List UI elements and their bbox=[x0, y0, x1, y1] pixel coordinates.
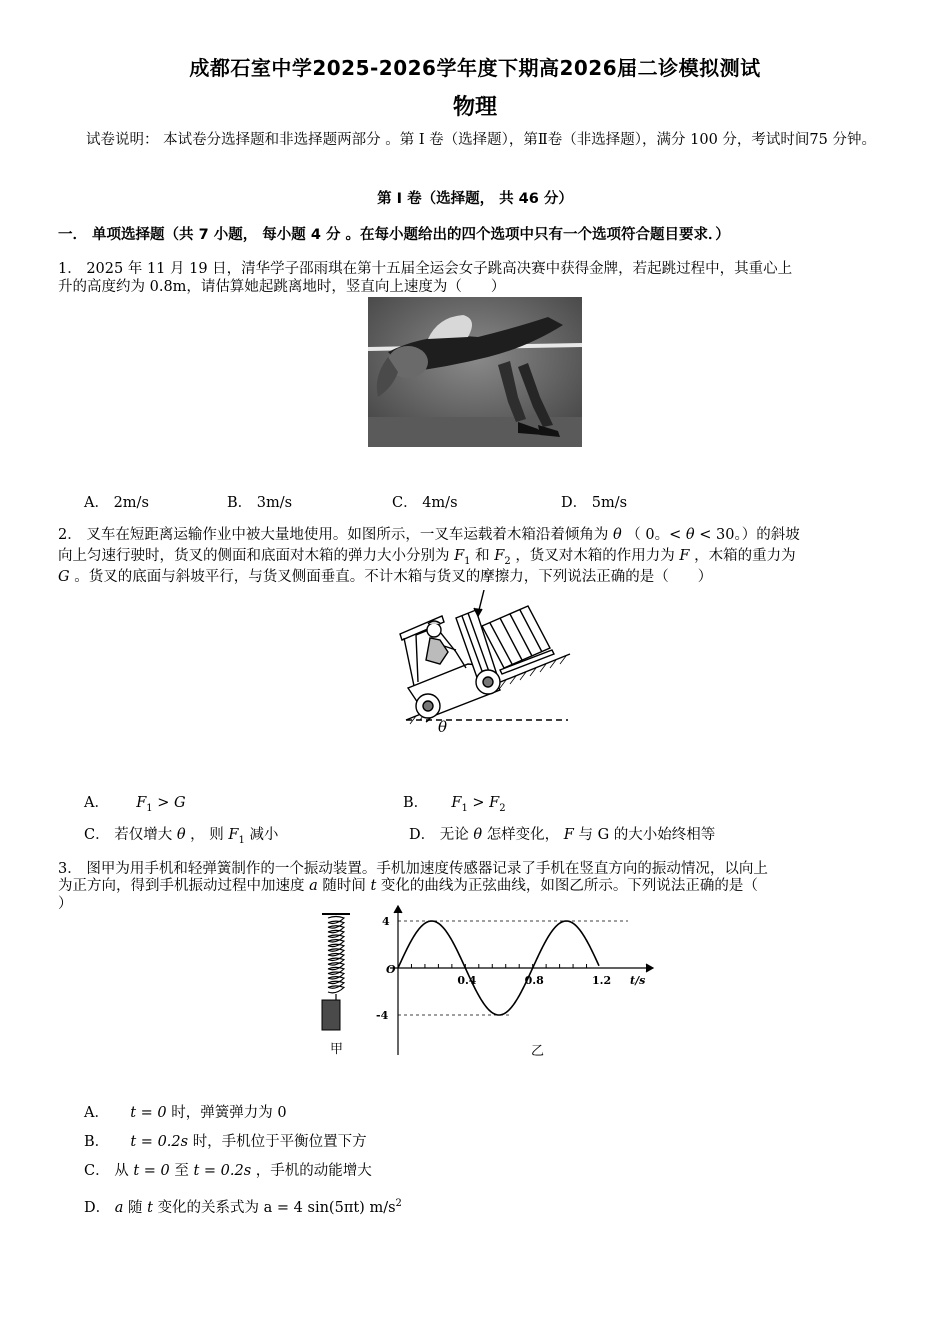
section1-heading: 一． 单项选择题（共 7 小题， 每小题 4 分 。在每小题给出的四个选项中只有一个选项符合题目要求．） bbox=[58, 227, 730, 243]
q1-option-a[interactable]: A． 2m/s bbox=[84, 495, 149, 511]
x-tick-label: 1.2 bbox=[592, 974, 612, 987]
sub-1: 1 bbox=[464, 555, 471, 567]
spring-svg bbox=[310, 910, 360, 1060]
t-symbol: t bbox=[147, 1199, 153, 1216]
theta-symbol: θ bbox=[685, 527, 695, 543]
spring-coil bbox=[328, 917, 344, 993]
q3-option-d[interactable] bbox=[84, 1193, 402, 1219]
q2-line2-b: 和 bbox=[475, 548, 490, 564]
q3-option-c-c: ，手机的动能增大 bbox=[255, 1163, 372, 1179]
q1-line2: 升的高度约为 0.8m，请估算她起跳离地时，竖直向上速度为（ ） bbox=[58, 279, 506, 295]
q2-option-a[interactable] bbox=[84, 793, 186, 819]
a-symbol: a bbox=[309, 878, 318, 894]
sub-1: 1 bbox=[238, 834, 245, 846]
q3-option-d-sup: 2 bbox=[395, 1198, 402, 1209]
q3-option-c-a: C． 从 bbox=[84, 1163, 129, 1179]
figure-jia-label: 甲 bbox=[330, 1042, 344, 1057]
theta-label: θ bbox=[438, 718, 448, 736]
f-symbol: F bbox=[563, 827, 574, 843]
q2-line2-d: ，木箱的重力为 bbox=[694, 548, 796, 564]
x-tick-label: 0.8 bbox=[524, 974, 544, 987]
q2-option-d[interactable] bbox=[409, 825, 715, 846]
q2-option-c-a: C． 若仅增大 bbox=[84, 827, 173, 843]
origin-label: O bbox=[386, 963, 396, 976]
q2-line2-a: 向上匀速行驶时，货叉的侧面和底面对木箱的弹力大小分别为 bbox=[58, 548, 450, 564]
q3-option-c[interactable] bbox=[84, 1161, 372, 1182]
q1-option-c[interactable]: C． 4m/s bbox=[392, 495, 458, 511]
q1-option-b[interactable]: B． 3m/s bbox=[227, 495, 293, 511]
figure-yi-label: 乙 bbox=[531, 1044, 545, 1059]
q3-option-b-text: 时，手机位于平衡位置下方 bbox=[192, 1134, 367, 1150]
y-tick-label-min: -4 bbox=[376, 1009, 389, 1022]
x-axis-label: t/s bbox=[630, 974, 646, 987]
q2-line1-c: < 30。）的斜坡 bbox=[699, 527, 800, 543]
q3-line2-b: 随时间 bbox=[322, 878, 366, 894]
q2-line3-a: 。货叉的底面与斜坡平行，与货叉侧面垂直。不计木箱与货叉的摩擦力，下列说法正确的是（ ） bbox=[74, 569, 713, 585]
y-axis-arrow bbox=[394, 906, 402, 913]
q2-option-a-text: > G bbox=[157, 795, 186, 811]
q2-line2-c: ，货叉对木箱的作用力为 bbox=[515, 548, 675, 564]
sub-2: 2 bbox=[504, 555, 511, 567]
f1-symbol: F bbox=[136, 795, 147, 811]
high-jump-photo-svg bbox=[368, 297, 582, 447]
spring-figure bbox=[310, 910, 360, 1060]
q3-option-b-label: B． bbox=[84, 1134, 110, 1150]
y-tick-label-max: 4 bbox=[382, 915, 390, 928]
q3-option-c-b: 至 bbox=[174, 1163, 189, 1179]
q3-option-d-c: 变化的关系式为 bbox=[157, 1199, 260, 1216]
part1-heading: 第 I 卷（选择题， 共 46 分） bbox=[377, 191, 573, 207]
theta-symbol: θ bbox=[473, 827, 483, 843]
q1-line1: 1． 2025 年 11 月 19 日，清华学子邵雨琪在第十五届全运会女子跳高决赛中获得金牌，若起跳过程中，其重心上 bbox=[58, 261, 793, 277]
q3-option-b[interactable] bbox=[84, 1132, 367, 1153]
subject-title: 物理 bbox=[452, 95, 497, 120]
q2-line1-a: 2． 叉车在短距离运输作业中被大量地使用。如图所示，一叉车运载着木箱沿着倾角为 bbox=[58, 527, 609, 543]
theta-symbol: θ bbox=[612, 527, 622, 543]
f1-symbol: F bbox=[451, 795, 462, 811]
q3-option-a-text: 时，弹簧弹力为 0 bbox=[171, 1105, 287, 1121]
q2-option-a-label: A． bbox=[84, 795, 109, 811]
x-axis-arrow bbox=[646, 964, 653, 972]
a-symbol: a bbox=[114, 1199, 124, 1216]
q3-option-a-label: A． bbox=[84, 1105, 109, 1121]
q2-option-b-label: B． bbox=[403, 795, 429, 811]
q2-option-d-b: 怎样变化， bbox=[486, 827, 560, 843]
q2-option-d-a: D． 无论 bbox=[409, 827, 469, 843]
q3-option-a-eq: t = 0 bbox=[130, 1105, 167, 1121]
q3-line2-a: 为正方向，得到手机振动过程中加速度 bbox=[58, 878, 305, 894]
q3-option-d-b: 随 bbox=[128, 1199, 143, 1216]
q3-option-a[interactable] bbox=[84, 1103, 287, 1124]
sine-graph-svg bbox=[360, 905, 660, 1060]
q3-line1: 3． 图甲为用手机和轻弹簧制作的一个振动装置。手机加速度传感器记录了手机在竖直方向的振动情况，以向上 bbox=[58, 861, 768, 877]
q2-line1 bbox=[58, 525, 800, 546]
theta-symbol: θ bbox=[176, 827, 186, 843]
q2-option-d-c: 与 G 的大小始终相等 bbox=[578, 827, 716, 843]
sub-1: 1 bbox=[146, 802, 153, 814]
q2-option-c-c: 减小 bbox=[249, 827, 279, 843]
q3-option-c-eq2: t = 0.2s bbox=[193, 1163, 252, 1179]
f2-symbol: F bbox=[494, 548, 505, 564]
f-symbol: F bbox=[679, 548, 690, 564]
instructions: 试卷说明： 本试卷分选择题和非选择题两部分 。第 I 卷（选择题），第Ⅱ卷（非选择题），满分 100 分，考试时间75 分钟。 bbox=[86, 132, 876, 148]
g-symbol: G bbox=[58, 569, 70, 585]
q3-line3: ） bbox=[58, 896, 73, 912]
sine-graph bbox=[360, 905, 660, 1060]
q3-option-d-eq: a = 4 sin(5πt) m/s bbox=[263, 1199, 396, 1216]
paper-title: 成都石室中学2025-2026学年度下期高2026届二诊模拟测试 bbox=[189, 56, 761, 80]
q2-option-c[interactable] bbox=[84, 825, 278, 851]
q2-line1-b: （ 0。< bbox=[626, 527, 682, 543]
q2-option-b[interactable] bbox=[403, 793, 506, 819]
q1-option-d[interactable]: D． 5m/s bbox=[561, 495, 628, 511]
q2-option-c-b: ， 则 bbox=[190, 827, 224, 843]
forklift-svg bbox=[388, 590, 578, 740]
t-symbol: t bbox=[370, 878, 377, 894]
f1-symbol: F bbox=[454, 548, 465, 564]
f1-symbol: F bbox=[228, 827, 239, 843]
sub-1: 1 bbox=[461, 802, 468, 814]
q3-option-d-a: D． bbox=[84, 1199, 111, 1216]
q3-option-b-eq: t = 0.2s bbox=[130, 1134, 189, 1150]
q2-line3 bbox=[58, 567, 712, 588]
sub-2: 2 bbox=[499, 802, 506, 814]
q3-line2-c: 变化的曲线为正弦曲线，如图乙所示。下列说法正确的是（ bbox=[380, 878, 758, 894]
forklift-figure bbox=[388, 590, 578, 740]
high-jump-photo bbox=[368, 297, 582, 447]
q3-line2 bbox=[58, 876, 758, 897]
q2-option-b-text: > F bbox=[472, 795, 500, 811]
q3-option-c-eq1: t = 0 bbox=[133, 1163, 170, 1179]
x-tick-label: 0.4 bbox=[457, 974, 477, 987]
